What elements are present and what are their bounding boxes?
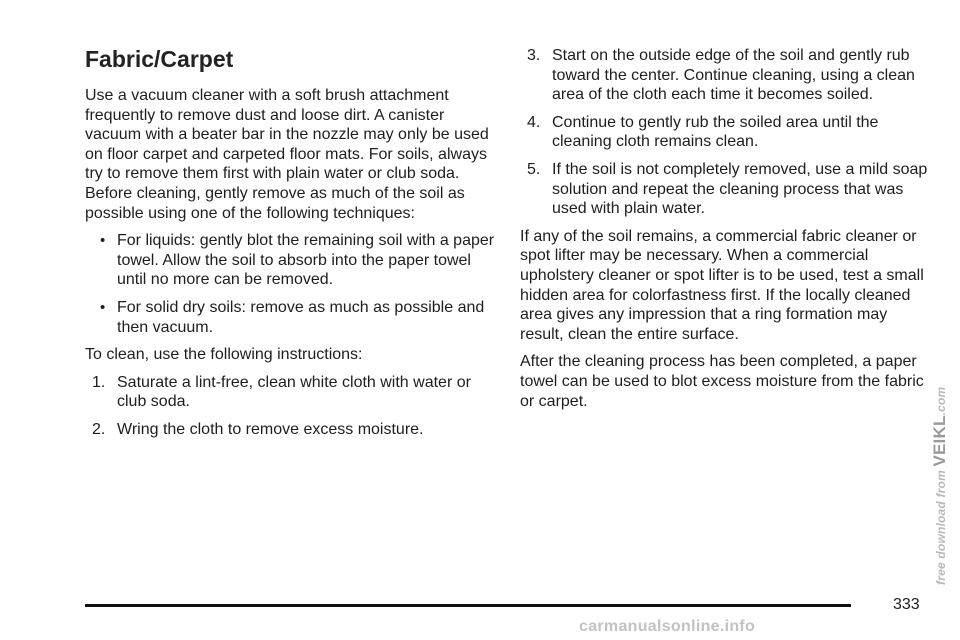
footer-rule — [85, 604, 851, 607]
step-number: 3. — [527, 47, 541, 64]
list-item — [520, 46, 928, 105]
technique-list — [85, 231, 495, 337]
intro-paragraph: Use a vacuum cleaner with a soft brush attachment frequently to remove dust and loose dirt. A canister vacuum with a beater bar in the nozzle may only be used on floor carpet and carpeted floor mats. For soils, always try to remove them first with plain water or club soda. Before cleaning, gently remove as much of the soil as possible using one of the following techniques: — [85, 87, 489, 222]
after-cleaning-paragraph: After the cleaning process has been completed, a paper towel can be used to blot excess moisture from the fabric or carpet. — [520, 353, 924, 410]
side-watermark — [930, 387, 950, 585]
step-number: 2. — [92, 420, 106, 438]
page-number: 333 — [893, 596, 920, 613]
instructions-lead: To clean, use the following instructions: — [85, 346, 363, 364]
list-item — [85, 373, 495, 412]
watermark-prefix: free download from — [934, 466, 948, 585]
step-text: Continue to gently rub the soiled area until the cleaning cloth remains clean. — [552, 113, 879, 151]
bullet-text: For solid dry soils: remove as much as possible and then vacuum. — [117, 298, 485, 336]
right-column — [520, 46, 928, 419]
list-item — [85, 231, 495, 290]
list-item — [85, 420, 495, 440]
instruction-steps-right — [520, 46, 928, 219]
bullet-icon: • — [100, 298, 106, 316]
bottom-watermark: carmanualsonline.info — [579, 618, 756, 635]
watermark-brand: VEIKL — [930, 415, 949, 467]
left-column — [85, 40, 495, 448]
list-item — [520, 160, 928, 219]
step-number: 1. — [92, 373, 106, 391]
instruction-steps-left — [85, 373, 495, 440]
bullet-text: For liquids: gently blot the remaining soil with a paper towel. Allow the soil to absorb into the paper towel until no more can be removed. — [117, 232, 495, 289]
step-number: 4. — [527, 113, 541, 131]
step-text: Saturate a lint-free, clean white cloth with water or club soda. — [117, 373, 471, 411]
watermark-suffix: .com — [934, 386, 948, 416]
commercial-cleaner-paragraph: If any of the soil remains, a commercial fabric cleaner or spot lifter may be necessary. When a commercial upholstery cleaner or spot lifter is to be used, test a small hidden area for colorfastness first. If the locally cleaned area gives any impression that a ring formation may result, clean the entire surface. — [520, 227, 924, 343]
step-text: Wring the cloth to remove excess moisture. — [117, 420, 424, 438]
section-heading: Fabric/Carpet — [85, 46, 234, 72]
step-text: If the soil is not completely removed, use a mild soap solution and repeat the cleaning process that was used with plain water. — [552, 160, 928, 218]
list-item — [520, 113, 928, 152]
list-item — [85, 298, 495, 337]
step-text: Start on the outside edge of the soil and gently rub toward the center. Continue cleaning, using a clean area of the cloth each time it becomes soiled. — [552, 47, 915, 104]
bullet-icon: • — [100, 232, 106, 250]
step-number: 5. — [527, 160, 541, 178]
